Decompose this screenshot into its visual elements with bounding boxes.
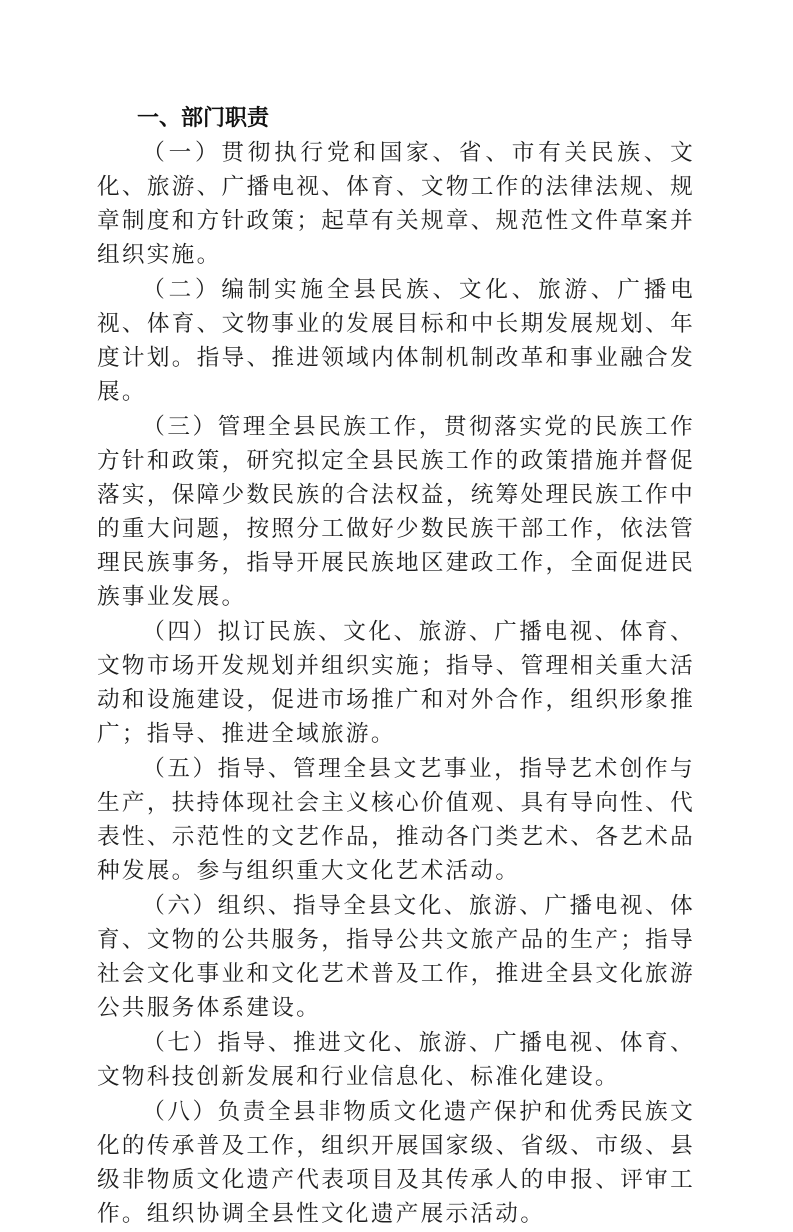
document-body (97, 102, 695, 1232)
duty-paragraph-7: （七）指导、推进文化、旅游、广播电视、体育、文物科技创新发展和行业信息化、标准化建设。 (97, 1030, 695, 1090)
duty-paragraph-6: （六）组织、指导全县文化、旅游、广播电视、体育、文物的公共服务，指导公共文旅产品的生产；指导社会文化事业和文化艺术普及工作，推进全县文化旅游公共服务体系建设。 (97, 893, 695, 1021)
duty-paragraph-8: （八）负责全县非物质文化遗产保护和优秀民族文化的传承普及工作，组织开展国家级、省级、市级、县级非物质文化遗产代表项目及其传承人的申报、评审工作。组织协调全县性文化遗产展示活动。 (97, 1099, 695, 1227)
duty-paragraph-3: （三）管理全县民族工作，贯彻落实党的民族工作方针和政策，研究拟定全县民族工作的政策措施并督促落实，保障少数民族的合法权益，统筹处理民族工作中的重大问题，按照分工做好少数民族干部工作，依法管理民族事务，指导开展民族地区建政工作，全面促进民族事业发展。 (97, 414, 695, 610)
duty-paragraph-5: （五）指导、管理全县文艺事业，指导艺术创作与生产，扶持体现社会主义核心价值观、具有导向性、代表性、示范性的文艺作品，推动各门类艺术、各艺术品种发展。参与组织重大文化艺术活动。 (97, 756, 695, 884)
section-heading: 一、部门职责 (137, 106, 270, 131)
duty-paragraph-2: （二）编制实施全县民族、文化、旅游、广播电视、体育、文物事业的发展目标和中长期发展规划、年度计划。指导、推进领域内体制机制改革和事业融合发展。 (97, 277, 695, 405)
duty-paragraph-4: （四）拟订民族、文化、旅游、广播电视、体育、文物市场开发规划并组织实施；指导、管理相关重大活动和设施建设，促进市场推广和对外合作，组织形象推广；指导、推进全域旅游。 (97, 619, 695, 747)
duty-paragraph-1: （一）贯彻执行党和国家、省、市有关民族、文化、旅游、广播电视、体育、文物工作的法律法规、规章制度和方针政策；起草有关规章、规范性文件草案并组织实施。 (97, 140, 695, 268)
